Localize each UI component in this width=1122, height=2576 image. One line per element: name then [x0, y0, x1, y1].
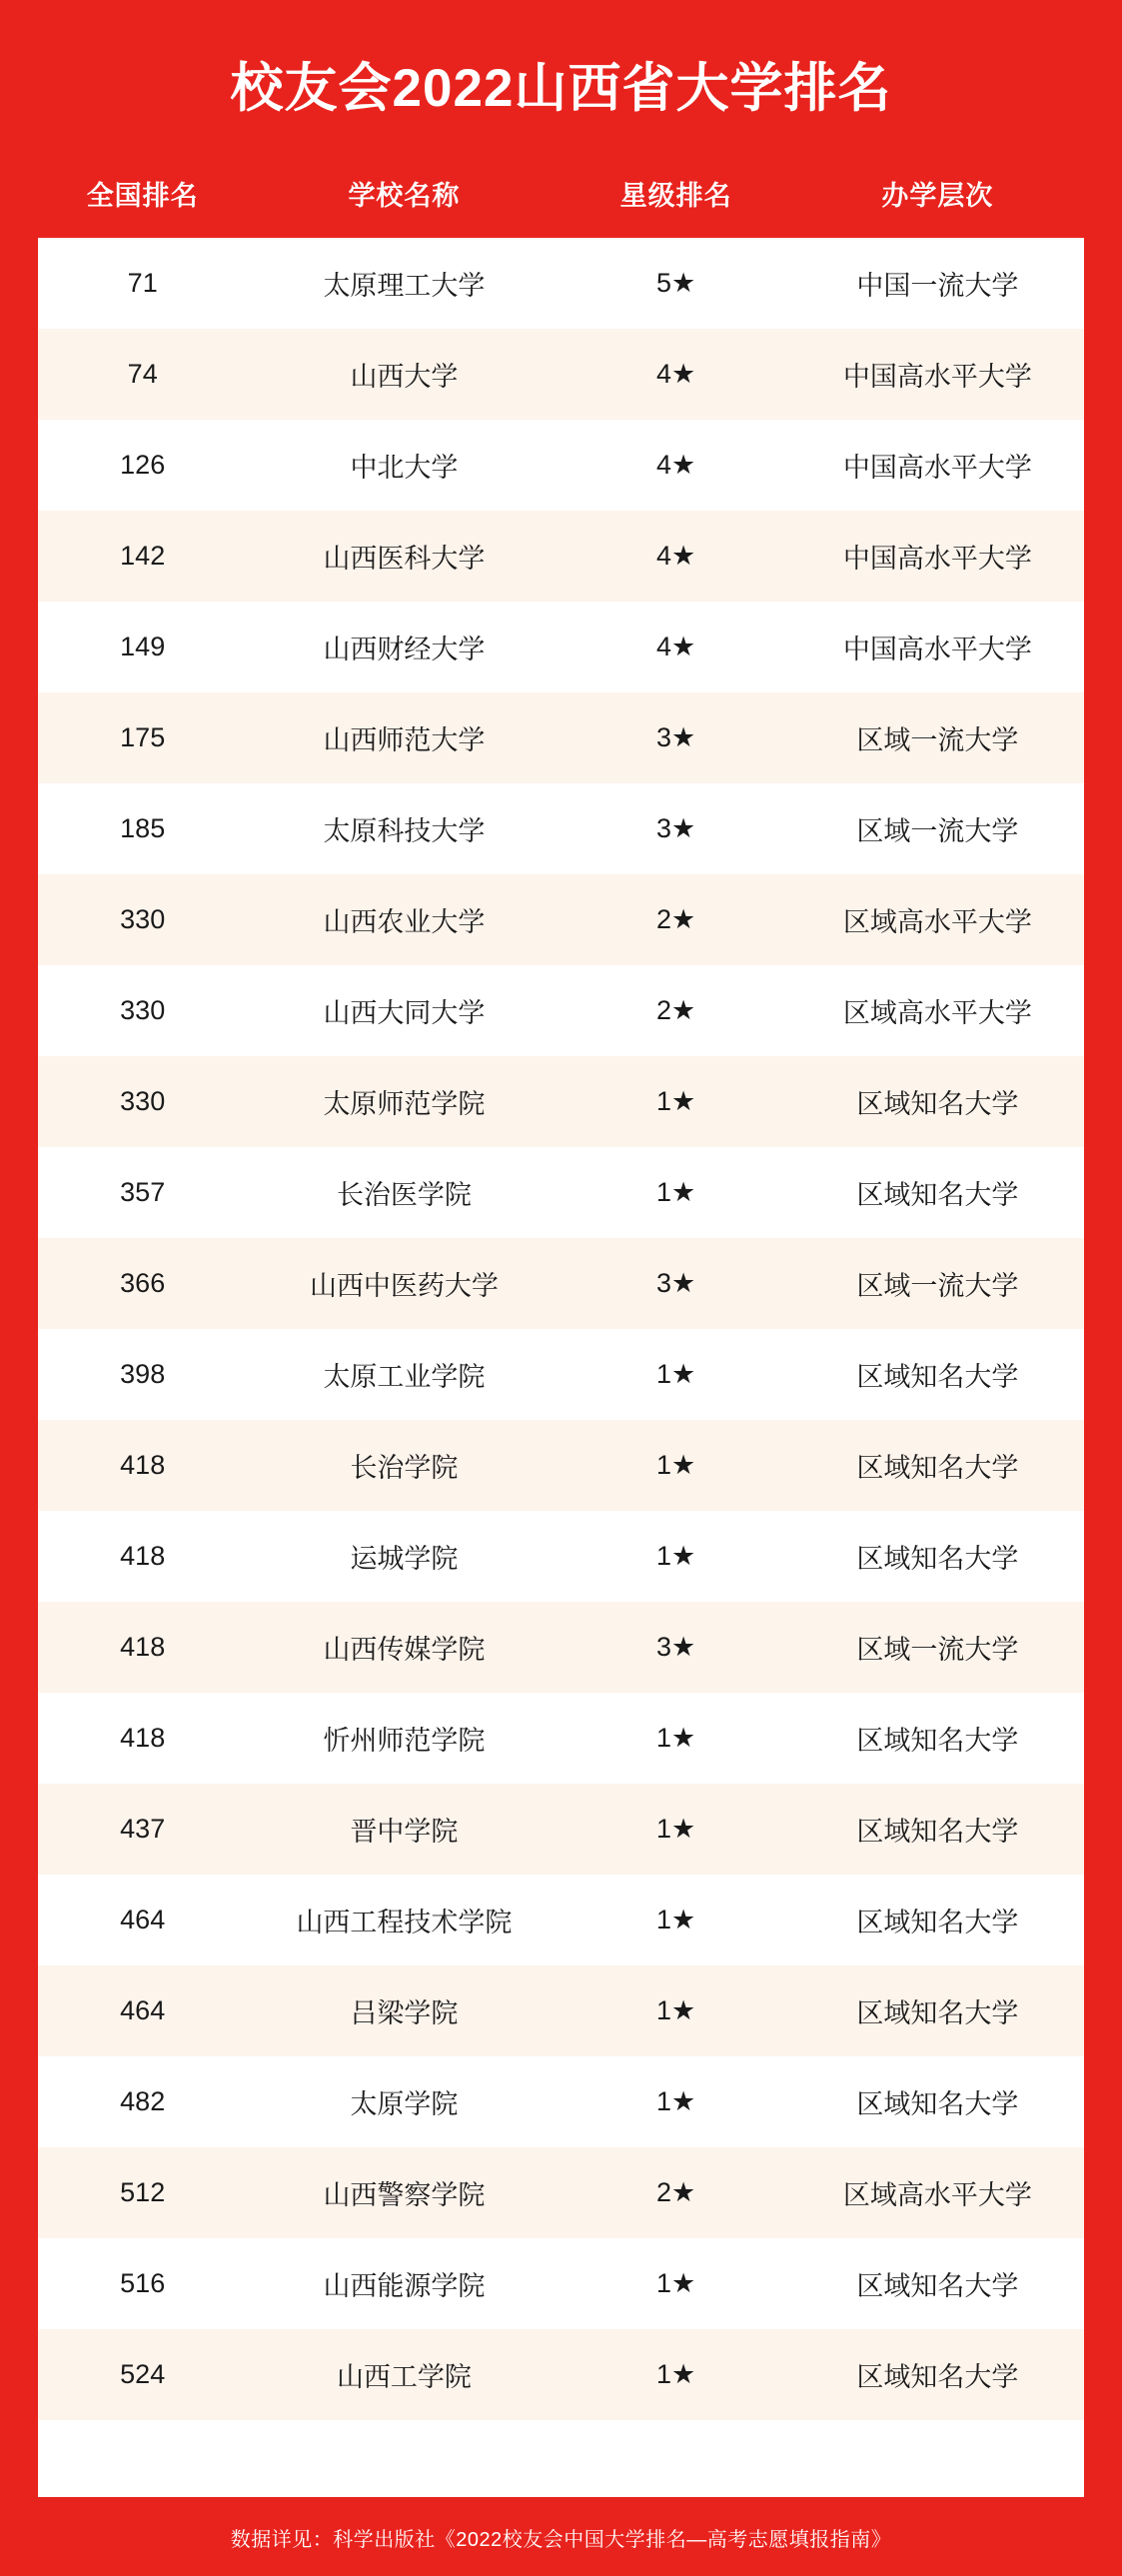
cell-school-level: 区域一流大学	[791, 1602, 1084, 1693]
cell-national-rank: 357	[38, 1147, 247, 1238]
cell-national-rank: 418	[38, 1420, 247, 1511]
cell-national-rank: 418	[38, 1693, 247, 1784]
cell-star-rating: 1★	[561, 1875, 790, 1965]
cell-national-rank: 464	[38, 1875, 247, 1965]
cell-school-name: 山西师范大学	[247, 692, 561, 783]
cell-national-rank: 185	[38, 783, 247, 874]
cell-school-name: 太原科技大学	[247, 783, 561, 874]
cell-star-rating: 3★	[561, 1238, 790, 1329]
cell-school-name: 太原学院	[247, 2056, 561, 2147]
cell-star-rating: 4★	[561, 511, 790, 602]
cell-school-level: 区域知名大学	[791, 1420, 1084, 1511]
table-row	[38, 1875, 1084, 1965]
cell-school-level: 区域知名大学	[791, 1329, 1084, 1420]
cell-national-rank: 464	[38, 1965, 247, 2056]
cell-school-level: 区域知名大学	[791, 1056, 1084, 1147]
cell-national-rank: 71	[38, 238, 247, 329]
page-header	[38, 30, 1084, 148]
table-row	[38, 1511, 1084, 1602]
cell-star-rating: 3★	[561, 783, 790, 874]
cell-national-rank: 524	[38, 2329, 247, 2420]
cell-school-name: 太原师范学院	[247, 1056, 561, 1147]
table-row	[38, 329, 1084, 420]
cell-national-rank: 482	[38, 2056, 247, 2147]
cell-national-rank: 437	[38, 1784, 247, 1875]
table-row	[38, 1420, 1084, 1511]
cell-star-rating: 2★	[561, 965, 790, 1056]
cell-star-rating: 1★	[561, 1784, 790, 1875]
table-row	[38, 1147, 1084, 1238]
cell-school-name: 山西大学	[247, 329, 561, 420]
table-row	[38, 1238, 1084, 1329]
cell-school-level: 区域一流大学	[791, 783, 1084, 874]
cell-star-rating: 3★	[561, 1602, 790, 1693]
cell-national-rank: 418	[38, 1602, 247, 1693]
cell-national-rank: 149	[38, 602, 247, 692]
table-body	[38, 238, 1084, 2420]
cell-school-name: 运城学院	[247, 1511, 561, 1602]
cell-school-name: 长治学院	[247, 1420, 561, 1511]
cell-school-name: 山西工程技术学院	[247, 1875, 561, 1965]
cell-school-level: 区域一流大学	[791, 692, 1084, 783]
table-row	[38, 1329, 1084, 1420]
cell-star-rating: 3★	[561, 692, 790, 783]
cell-school-level: 区域知名大学	[791, 1875, 1084, 1965]
cell-school-level: 中国高水平大学	[791, 511, 1084, 602]
table-row	[38, 783, 1084, 874]
table-row	[38, 1965, 1084, 2056]
column-header-rank: 全国排名	[38, 148, 247, 238]
cell-star-rating: 4★	[561, 602, 790, 692]
cell-school-name: 太原工业学院	[247, 1329, 561, 1420]
cell-school-level: 区域知名大学	[791, 2238, 1084, 2329]
column-header-name: 学校名称	[247, 148, 561, 238]
cell-national-rank: 330	[38, 874, 247, 965]
cell-school-name: 晋中学院	[247, 1784, 561, 1875]
cell-school-level: 区域一流大学	[791, 1238, 1084, 1329]
cell-national-rank: 175	[38, 692, 247, 783]
table-row	[38, 238, 1084, 329]
table-row	[38, 1784, 1084, 1875]
table-row	[38, 2147, 1084, 2238]
cell-school-name: 山西农业大学	[247, 874, 561, 965]
table-row	[38, 1056, 1084, 1147]
cell-national-rank: 512	[38, 2147, 247, 2238]
cell-national-rank: 366	[38, 1238, 247, 1329]
cell-national-rank: 126	[38, 420, 247, 511]
cell-national-rank: 516	[38, 2238, 247, 2329]
ranking-table	[38, 148, 1084, 2420]
cell-national-rank: 398	[38, 1329, 247, 1420]
cell-school-name: 山西工学院	[247, 2329, 561, 2420]
cell-school-name: 山西传媒学院	[247, 1602, 561, 1693]
cell-star-rating: 1★	[561, 1147, 790, 1238]
cell-school-level: 区域知名大学	[791, 1693, 1084, 1784]
cell-star-rating: 1★	[561, 1693, 790, 1784]
cell-national-rank: 330	[38, 1056, 247, 1147]
cell-star-rating: 4★	[561, 420, 790, 511]
cell-school-level: 中国高水平大学	[791, 329, 1084, 420]
table-row	[38, 2056, 1084, 2147]
cell-school-level: 中国高水平大学	[791, 420, 1084, 511]
cell-star-rating: 1★	[561, 1329, 790, 1420]
cell-star-rating: 1★	[561, 1511, 790, 1602]
cell-school-level: 区域知名大学	[791, 1147, 1084, 1238]
column-header-star: 星级排名	[561, 148, 790, 238]
cell-star-rating: 1★	[561, 2329, 790, 2420]
table-row	[38, 2329, 1084, 2420]
cell-national-rank: 74	[38, 329, 247, 420]
cell-star-rating: 1★	[561, 2238, 790, 2329]
cell-school-name: 山西中医药大学	[247, 1238, 561, 1329]
table-row	[38, 965, 1084, 1056]
table-row	[38, 2238, 1084, 2329]
table-row	[38, 1602, 1084, 1693]
table-header	[38, 148, 1084, 238]
cell-school-level: 区域高水平大学	[791, 874, 1084, 965]
table-row	[38, 511, 1084, 602]
cell-school-level: 中国一流大学	[791, 238, 1084, 329]
table-row	[38, 420, 1084, 511]
cell-school-name: 中北大学	[247, 420, 561, 511]
cell-school-level: 区域高水平大学	[791, 2147, 1084, 2238]
cell-school-level: 区域知名大学	[791, 1511, 1084, 1602]
cell-star-rating: 1★	[561, 2056, 790, 2147]
cell-school-name: 长治医学院	[247, 1147, 561, 1238]
cell-school-name: 山西警察学院	[247, 2147, 561, 2238]
cell-school-level: 区域知名大学	[791, 1784, 1084, 1875]
cell-school-name: 山西财经大学	[247, 602, 561, 692]
cell-school-level: 区域高水平大学	[791, 965, 1084, 1056]
cell-star-rating: 2★	[561, 2147, 790, 2238]
cell-national-rank: 330	[38, 965, 247, 1056]
cell-school-level: 区域知名大学	[791, 2329, 1084, 2420]
table-row	[38, 692, 1084, 783]
footer-note: 数据详见：科学出版社《2022校友会中国大学排名—高考志愿填报指南》	[230, 2529, 892, 2551]
cell-star-rating: 2★	[561, 874, 790, 965]
column-header-level: 办学层次	[791, 148, 1084, 238]
table-row	[38, 602, 1084, 692]
cell-school-name: 太原理工大学	[247, 238, 561, 329]
table-row	[38, 1693, 1084, 1784]
cell-star-rating: 4★	[561, 329, 790, 420]
cell-star-rating: 1★	[561, 1056, 790, 1147]
cell-school-name: 山西医科大学	[247, 511, 561, 602]
cell-national-rank: 142	[38, 511, 247, 602]
cell-school-name: 山西能源学院	[247, 2238, 561, 2329]
cell-school-level: 区域知名大学	[791, 2056, 1084, 2147]
table-row	[38, 874, 1084, 965]
cell-school-name: 吕梁学院	[247, 1965, 561, 2056]
ranking-table-container	[38, 148, 1084, 2497]
cell-star-rating: 1★	[561, 1420, 790, 1511]
cell-school-level: 区域知名大学	[791, 1965, 1084, 2056]
page-title: 校友会2022山西省大学排名	[230, 58, 892, 118]
table-header-row	[38, 148, 1084, 238]
cell-national-rank: 418	[38, 1511, 247, 1602]
cell-star-rating: 5★	[561, 238, 790, 329]
cell-school-name: 忻州师范学院	[247, 1693, 561, 1784]
cell-school-level: 中国高水平大学	[791, 602, 1084, 692]
cell-star-rating: 1★	[561, 1965, 790, 2056]
cell-school-name: 山西大同大学	[247, 965, 561, 1056]
